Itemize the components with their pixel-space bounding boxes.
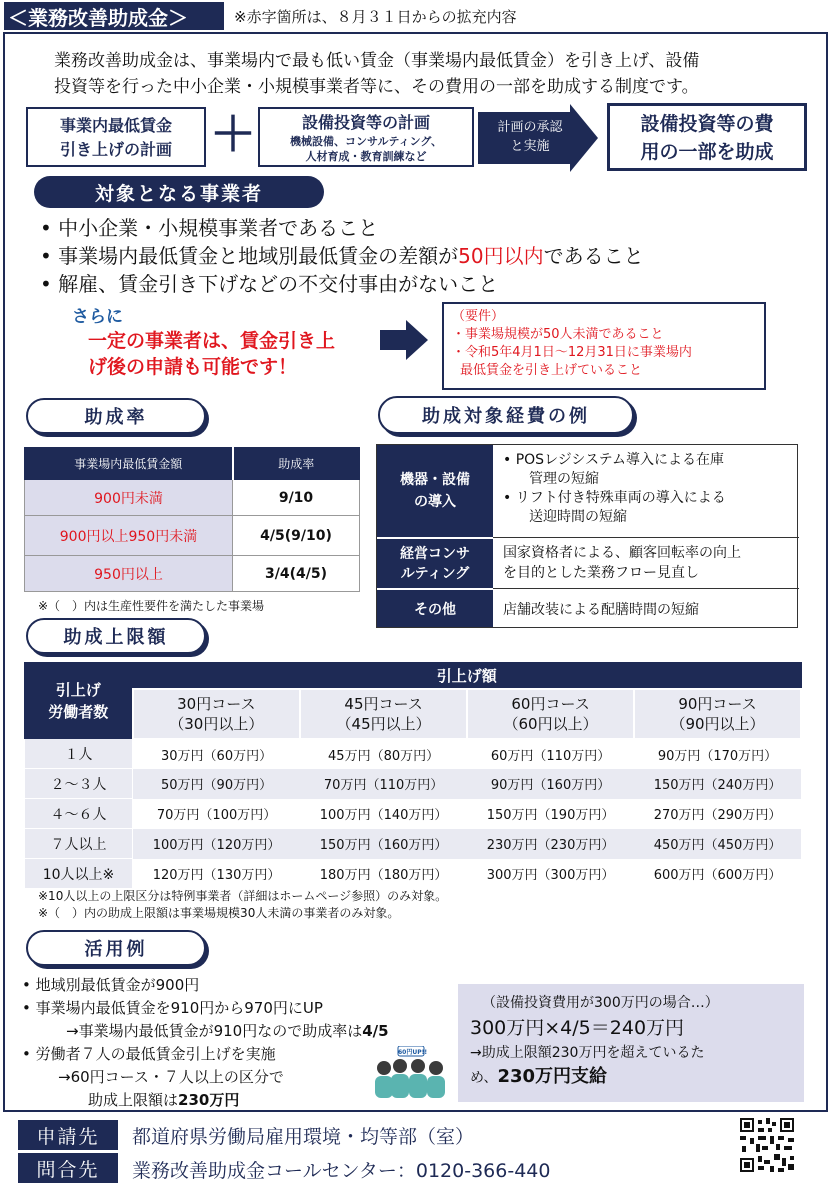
- workers-cell: 10人以上※: [25, 859, 133, 889]
- examples-table: [376, 444, 798, 628]
- calc-4-b: 230万円支給: [497, 1066, 608, 1087]
- course-sub: （30円以上）: [169, 714, 264, 733]
- rate-table: [24, 447, 360, 592]
- workers-cell: ２～３人: [25, 769, 133, 799]
- table-row: [25, 829, 802, 859]
- limit-cell: 150万円（160万円）: [319, 838, 448, 853]
- sarani-label: さらに: [72, 307, 123, 327]
- calc-4-a: め、: [470, 1070, 498, 1086]
- rate-value: 4/5(9/10): [233, 516, 360, 556]
- course-name: 90円コース: [678, 694, 757, 713]
- flow-box-investment: [258, 107, 474, 167]
- calc-4: [470, 1064, 792, 1091]
- req-title: （要件）: [452, 309, 505, 324]
- course-name: 60円コース: [511, 694, 590, 713]
- inquiry-value: 業務改善助成金コールセンター：0120-366-440: [132, 1160, 551, 1182]
- plus-icon: ＋: [210, 107, 256, 161]
- ex-divider-1: [493, 537, 799, 538]
- flow-box2-sub2: 人材育成・教育訓練など: [305, 150, 427, 163]
- header-note: ※赤字箇所は、８月３１日からの拡充内容: [234, 8, 517, 26]
- usage-b3-sub2-a: 助成上限額は: [88, 1091, 179, 1109]
- limit-cell: 300万円（300万円）: [486, 868, 615, 883]
- course-name: 30円コース: [177, 694, 256, 713]
- intro-line-2: 投資等を行った中小企業・小規模事業者等に、その費用の一部を助成する制度です。: [54, 77, 699, 97]
- apply-value: 都道府県労働局雇用環境・均等部（室）: [132, 1126, 475, 1148]
- eligible-item-2a: 事業場内最低賃金と地域別最低賃金の差額が: [58, 244, 459, 268]
- workers-cell: ７人以上: [25, 829, 133, 859]
- course-name: 45円コース: [344, 694, 423, 713]
- table-row: [25, 769, 802, 799]
- arrow-right-icon: [380, 320, 428, 360]
- flow-arrow-line1: 計画の承認: [497, 120, 563, 135]
- eligible-item-3: • 解雇、賃金引き下げなどの不交付事由がないこと: [40, 272, 499, 296]
- workers-cell: ４～６人: [25, 799, 133, 829]
- course-sub: （60円以上）: [503, 714, 598, 733]
- ex-row1-item1: • POSレジシステム導入による在庫: [503, 452, 724, 468]
- limit-cell: 100万円（120万円）: [152, 838, 281, 853]
- limit-note-1: ※10人以上の上限区分は特例事業者（詳細はホームページ参照）のみ対象。: [38, 889, 448, 903]
- eligible-item-2b: 50円以内: [458, 244, 544, 268]
- limit-cell: 180万円（180万円）: [319, 868, 448, 883]
- limit-cell: 270万円（290万円）: [653, 808, 782, 823]
- calc-2: 300万円×4/5＝240万円: [470, 1017, 685, 1039]
- rate-note: ※（ ）内は生産性要件を満たした事業場: [38, 599, 265, 613]
- illustration-tag: 60円UP!!: [398, 1049, 428, 1056]
- inquiry-label: 問合先: [18, 1153, 118, 1183]
- ex-row2-label: [377, 538, 493, 588]
- calc-3: →助成上限額230万円を超えているた: [470, 1045, 705, 1061]
- flow-box1-line2: 引き上げの計画: [59, 140, 172, 159]
- ex-row2-label-2: ルティング: [400, 565, 470, 582]
- eligible-item-3-text: 解雇、賃金引き下げなどの不交付事由がないこと: [58, 272, 499, 296]
- special-line-1: 一定の事業者は、賃金引き上: [88, 330, 336, 352]
- ex-row1-content: [503, 451, 793, 527]
- limit-corner: [25, 663, 133, 739]
- limit-span-header: 引上げ額: [133, 663, 802, 689]
- limit-table: [24, 662, 802, 889]
- usage-item-2: • 事業場内最低賃金を910円から970円にUP: [22, 999, 323, 1017]
- limit-note-2: ※（ ）内の助成上限額は事業場規模30人未満の事業者のみ対象。: [38, 906, 400, 920]
- ex-row2-text-1: 国家資格者による、顧客回転率の向上: [503, 545, 741, 561]
- ex-row2-text-2: を目的とした業務フロー見直し: [503, 565, 699, 581]
- usage-item-3-sub1: →60円コース・７人以上の区分で: [58, 1068, 284, 1086]
- rate-col-2: 助成率: [233, 448, 360, 480]
- ex-row2-label-1: 経営コンサ: [400, 545, 470, 562]
- special-note: [88, 328, 335, 380]
- examples-heading: 助成対象経費の例: [378, 396, 634, 434]
- limit-course: [133, 689, 301, 739]
- rate-header-row: [25, 448, 360, 480]
- flow-box1-line1: 事業内最低賃金: [59, 116, 172, 135]
- limit-cell: 120万円（130万円）: [152, 868, 281, 883]
- table-row: [25, 739, 802, 769]
- intro-text: [54, 48, 699, 100]
- limit-cell: 450万円（450万円）: [653, 838, 782, 853]
- req-2: ・令和5年4月1日～12月31日に事業場内: [452, 345, 692, 360]
- table-row: [25, 799, 802, 829]
- flow-box2-title: 設備投資等の計画: [301, 113, 430, 132]
- limit-cell: 90万円（170万円）: [657, 748, 778, 764]
- req-3: 最低賃金を引き上げていること: [460, 363, 643, 378]
- limit-heading: 助成上限額: [26, 618, 206, 654]
- limit-course: [300, 689, 467, 739]
- rate-range: 900円以上950円未満: [25, 516, 233, 556]
- usage-b2-sub-b: 4/5: [362, 1022, 389, 1040]
- usage-heading: 活用例: [26, 930, 206, 966]
- limit-course: [634, 689, 801, 739]
- ex-row1-item2-b: 送迎時間の短縮: [529, 509, 627, 525]
- course-sub: （45円以上）: [336, 714, 431, 733]
- usage-b3: 労働者７人の最低賃金引上げを実施: [35, 1045, 276, 1063]
- special-line-2: げ後の申請も可能です！: [88, 356, 298, 378]
- req-1: ・事業場規模が50人未満であること: [452, 327, 664, 342]
- rate-range: 950円以上: [25, 556, 233, 592]
- limit-cell: 600万円（600万円）: [653, 868, 782, 883]
- flow-box2-sub1: 機械設備、コンサルティング、: [290, 135, 442, 148]
- usage-item-2-sub: [22, 1020, 389, 1043]
- flow-box3-line2: 用の一部を助成: [640, 141, 774, 163]
- rate-heading: 助成率: [26, 398, 206, 434]
- limit-course-row: [25, 689, 802, 739]
- usage-list: [22, 974, 389, 1112]
- usage-item-3-sub2: [22, 1089, 389, 1112]
- rate-row: [25, 480, 360, 516]
- ex-row1-item1-b: 管理の短縮: [529, 471, 599, 487]
- qr-code-icon[interactable]: [738, 1116, 796, 1174]
- header-title: ＜業務改善助成金＞: [4, 2, 224, 30]
- rate-value: 3/4(4/5): [233, 556, 360, 592]
- limit-cell: 100万円（140万円）: [319, 808, 448, 823]
- usage-item-3: • 労働者７人の最低賃金引上げを実施: [22, 1045, 276, 1063]
- rate-row: [25, 556, 360, 592]
- rate-value: 9/10: [233, 480, 360, 516]
- limit-cell: 70万円（110万円）: [323, 778, 444, 793]
- calc-box: [458, 984, 804, 1102]
- limit-cell: 30万円（60万円）: [161, 748, 273, 764]
- limit-cell: 150万円（190万円）: [486, 808, 615, 823]
- limit-cell: 45万円（80万円）: [328, 748, 440, 764]
- eligible-item-1-text: 中小企業・小規模事業者であること: [58, 216, 379, 240]
- ex-row1-item2-a: リフト付き特殊車両の導入による: [515, 490, 726, 506]
- limit-cell: 90万円（160万円）: [490, 778, 611, 793]
- eligible-item-2c: であること: [543, 244, 644, 268]
- eligible-heading: 対象となる事業者: [34, 176, 324, 208]
- table-row: [25, 859, 802, 889]
- apply-label: 申請先: [18, 1120, 118, 1150]
- usage-b2: 事業場内最低賃金を910円から970円にUP: [35, 999, 323, 1017]
- limit-cell: 70万円（100万円）: [156, 808, 277, 823]
- workers-cell: １人: [25, 739, 133, 769]
- ex-row1-label-2: の導入: [414, 494, 456, 510]
- requirements-box: [442, 302, 766, 390]
- usage-b2-sub-a: →事業場内最低賃金が910円なので助成率は: [66, 1022, 363, 1040]
- ex-divider-2: [493, 588, 799, 589]
- eligible-item-2: • 事業場内最低賃金と地域別最低賃金の差額が50円以内であること: [40, 244, 644, 268]
- header-bar: [0, 0, 831, 32]
- rate-col-1: 事業場内最低賃金額: [25, 448, 233, 480]
- limit-notes: [38, 888, 447, 922]
- ex-row1-item1-a: POSレジシステム導入による在庫: [515, 452, 724, 468]
- intro-line-1: 業務改善助成金は、事業場内で最も低い賃金（事業場内最低賃金）を引き上げ、設備: [54, 51, 700, 71]
- ex-row2-content: [503, 543, 741, 583]
- flow-box3-line1: 設備投資等の費: [640, 113, 774, 135]
- ex-row3-label: その他: [377, 589, 493, 627]
- usage-b1: 地域別最低賃金が900円: [35, 976, 200, 994]
- course-sub: （90円以上）: [670, 714, 765, 733]
- ex-row3-text: 店舗改装による配膳時間の短縮: [503, 602, 699, 618]
- rate-range: 900円未満: [25, 480, 233, 516]
- limit-corner-1: 引上げ: [55, 680, 101, 699]
- flow-box-min-wage: [26, 107, 206, 167]
- flow-arrow-label: [482, 118, 578, 156]
- limit-cell: 50万円（90万円）: [161, 778, 273, 793]
- calc-1: （設備投資費用が300万円の場合…）: [482, 995, 719, 1011]
- limit-course: [467, 689, 634, 739]
- eligible-item-1: • 中小企業・小規模事業者であること: [40, 216, 379, 240]
- ex-row1-item2: • リフト付き特殊車両の導入による: [503, 490, 726, 506]
- rate-row: [25, 516, 360, 556]
- limit-cell: 230万円（230万円）: [486, 838, 615, 853]
- usage-item-1: • 地域別最低賃金が900円: [22, 976, 200, 994]
- ex-row1-label-1: 機器・設備: [400, 472, 470, 488]
- ex-row1-label: [377, 445, 493, 537]
- flow-box-subsidy: [607, 103, 807, 171]
- limit-cell: 150万円（240万円）: [653, 778, 782, 793]
- limit-span-row: [25, 663, 802, 689]
- eligible-list: [40, 214, 644, 298]
- flow-arrow-line2: と実施: [510, 139, 550, 154]
- limit-cell: 60万円（110万円）: [490, 748, 611, 764]
- limit-corner-2: 労働者数: [48, 702, 109, 721]
- usage-b3-sub2-b: 230万円: [178, 1091, 240, 1109]
